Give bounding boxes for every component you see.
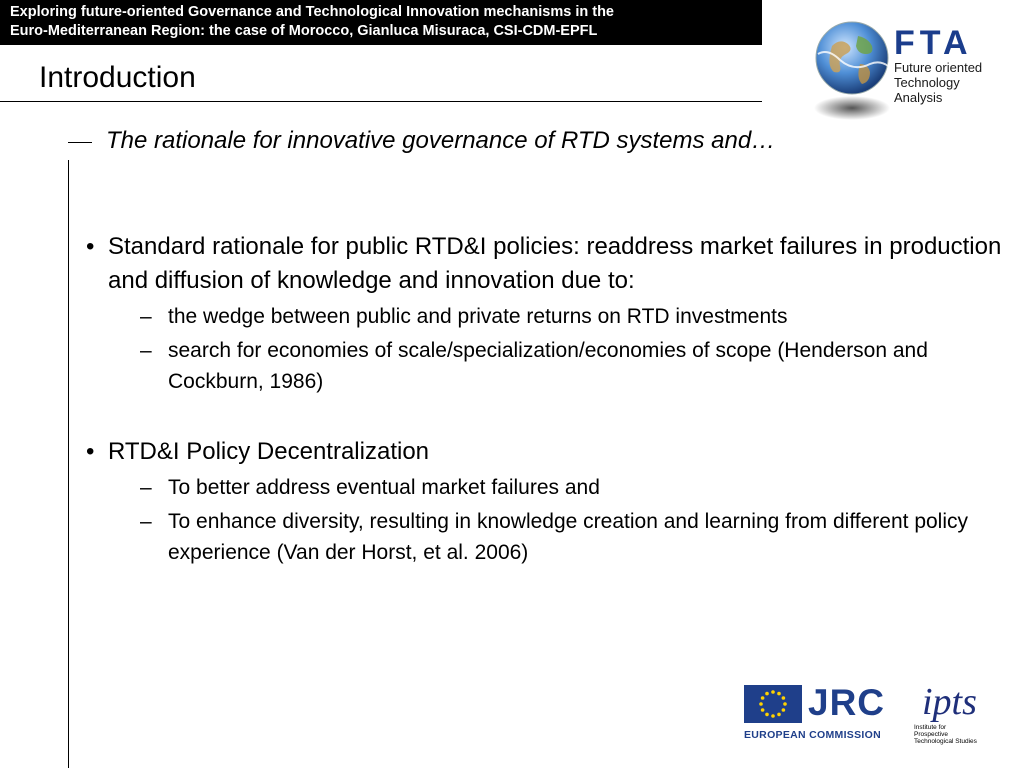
slide-header-bar [0,0,762,45]
eu-star [782,696,786,700]
ipts-caption-line: Technological Studies [914,738,977,745]
jrc-logo-text: JRC [808,682,886,723]
sub-bullet-item [86,506,1006,568]
eu-flag-icon [744,685,802,723]
eu-star [761,708,765,712]
dash-mark: – [140,476,152,499]
bullet-text: RTD&I Policy Decentralization [108,438,430,465]
bullet-mark: • [86,438,95,465]
eu-star [765,692,769,696]
slide-subtitle: The rationale for innovative governance of RTD systems and… [106,127,776,154]
globe-icon [816,22,888,94]
fta-logo-text: FTA [894,24,973,62]
eu-star [777,692,781,696]
dash-mark: – [140,339,152,362]
slide-body [86,230,1006,568]
sub-bullet-item [86,301,1006,332]
slide-title: Introduction [39,61,196,94]
subtitle-tick [68,142,92,143]
dash-mark: – [140,305,152,328]
ipts-caption-line: Prospective [914,731,948,738]
eu-star [771,690,775,694]
title-divider [0,101,762,102]
eu-star [782,708,786,712]
header-line-2: Euro-Mediterranean Region: the case of Morocco, Gianluca Misuraca, CSI-CDM-EPFL [10,23,598,39]
bullet-item [86,230,1006,298]
bullet-mark: • [86,233,95,260]
eu-star [783,702,787,706]
sub-bullet-item [86,472,1006,503]
sub-bullet-text: To better address eventual market failures and [168,476,600,499]
fta-tagline-line: Analysis [894,90,943,105]
fta-tagline-line: Future oriented [894,60,983,75]
bullet-item [86,435,1006,469]
header-line-1: Exploring future-oriented Governance and Technological Innovation mechanisms in the [10,4,614,20]
eu-star [777,713,781,717]
dash-mark: – [140,510,152,533]
european-commission-label: EUROPEAN COMMISSION [744,729,881,741]
fta-tagline-line: Technology [894,75,960,90]
eu-star [771,714,775,718]
ipts-mark: ipts [922,681,977,723]
fta-tagline [894,60,982,105]
eu-star [761,696,765,700]
sub-bullet-text: the wedge between public and private returns on RTD investments [168,305,788,328]
sub-bullet-text: search for economies of scale/specialization/economies of scope (Henderson and Cockburn, 1986) [168,339,928,393]
sub-bullet-item [86,335,1006,397]
eu-star [765,713,769,717]
ipts-caption-line: Institute for [914,724,947,731]
ipts-caption [914,724,977,745]
eu-star [759,702,763,706]
sub-bullet-text: To enhance diversity, resulting in knowledge creation and learning from different policy experience (Van der Horst, et al. 2006) [168,510,969,564]
bullet-text: Standard rationale for public RTD&I policies: readdress market failures in production and diffusion of knowledge and innovation due to: [108,233,1002,294]
left-vertical-rule [68,160,69,768]
